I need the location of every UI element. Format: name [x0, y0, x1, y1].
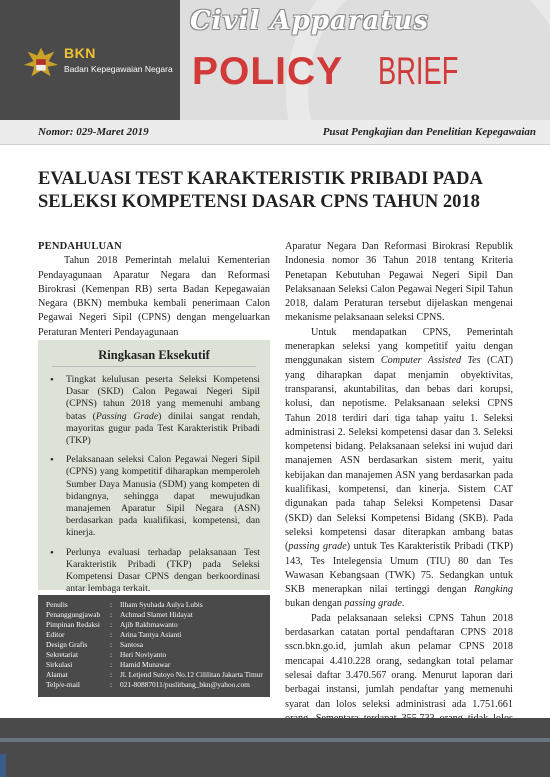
- credit-value: Jl. Letjend Sutoyo No.12 Cililitan Jakarta Timur: [120, 670, 263, 679]
- paragraph-2: [285, 326, 513, 612]
- credits-row: Sekretariat : Heri Noviyanto: [46, 650, 266, 660]
- intro-section: [38, 240, 270, 340]
- credits-table: [46, 600, 266, 690]
- p2-text: ) untuk Tes Karakteristik Pribadi (TKP) 143, Tes Intelegensia Umum (TIU) 80 dan Tes Wawasan Kebangsaan (TWK) 75. Sedangkan untuk SKB menerapkan nilai tertinggi dengan: [285, 541, 513, 596]
- credit-label: Pimpinan Redaksi: [46, 620, 100, 629]
- issue-strip: [0, 120, 550, 145]
- p2-text: .: [401, 598, 405, 610]
- credit-label: Sirkulasi: [46, 660, 73, 669]
- issue-number: Nomor: 029-Maret 2019: [38, 126, 149, 138]
- executive-summary-box: [38, 340, 270, 595]
- summary-item-1-c: ) dinilai sangat rendah, mayoritas gugur pada Test Karakteristik Pribadi (TKP): [66, 410, 260, 447]
- garuda-emblem-icon: [22, 44, 60, 82]
- main-text-column: [285, 240, 513, 740]
- credit-value: Achmad Slamet Hidayat: [120, 610, 193, 619]
- summary-divider: [52, 366, 256, 367]
- credit-value: Ilham Syuhada Aulya Lubis: [120, 600, 203, 609]
- brief-word: BRIEF: [378, 50, 459, 93]
- p2-italic: Rangking: [473, 584, 513, 596]
- paragraph-1: Aparatur Negara Dan Reformasi Birokrasi Republik Indonesia nomor 36 Tahun 2018 tentang Kriteria Penetapan Kebutuhan Pegawai Negeri Sipil Dan Pelaksanaan Seleksi Calon Pegawai Negeri Sipil Tahun 2018, dalam Peraturan tersebut dijelaskan mengenai mekanisme pelaksanaan seleksi CPNS.: [285, 241, 513, 324]
- page-title: EVALUASI TEST KARAKTERISTIK PRIBADI PADA SELEKSI KOMPETENSI DASAR CPNS TAHUN 2018: [38, 169, 482, 212]
- summary-item: • Perlunya evaluasi terhadap pelaksanaan Test Karakteristik Pribadi (TKP) pada Seleksi Kompetensi Dasar CPNS dengan berkoordinasi antar lembaga terkait.: [50, 547, 260, 596]
- credits-row: Design Grafis : Santosa: [46, 640, 266, 650]
- credit-label: Telp/e-mail: [46, 680, 80, 689]
- credit-value: Heri Noviyanto: [120, 650, 167, 659]
- credit-label: Alamat: [46, 670, 68, 679]
- credit-label: Penanggungjawab: [46, 610, 101, 619]
- credits-row: Penanggungjawab : Achmad Slamet Hidayat: [46, 610, 266, 620]
- credit-value: Hamid Munawar: [120, 660, 171, 669]
- summary-item: • Pelaksanaan seleksi Calon Pegawai Negeri Sipil (CPNS) yang kompetitif diharapkan memperoleh Sumber Daya Manusia (SDM) yang kompeten di bidangnya, sehingga dapat mewujudkan manajemen Aparatur Sipil Negara (ASN) berdasarkan pada kualifikasi, kompetensi, dan kinerja.: [50, 454, 260, 539]
- p2-text: (CAT) yang diharapkan dapat menjamin obyektivitas, transparansi, akuntabilitas, dan bebas dari korupsi, kolusi, dan nepotisme. Pelaksanaan seleksi CPNS Tahun 2018 terdiri dari tiga tahap yaitu 1. Seleksi administrasi 2. Seleksi kompetensi dasar dan 3. Seleksi kompetensi bidang. Pelaksanaan seleksi ini wujud dari manajemen ASN berdasarkan sistem merit, yaitu kebijakan dan manajemen ASN yang berdasarkan pada kualifikasi, kompetensi, dan kinerja. Sistem CAT digunakan pada tahap Seleksi Kompetensi Dasar (SKD) dan Seleksi Kompetensi Bidang (SKB). Pada seleksi kompetensi dasar diterapkan ambang batas (: [285, 355, 513, 553]
- p2-italic: passing grade: [344, 598, 402, 610]
- masthead: [180, 0, 550, 120]
- section-heading: PENDAHULUAN: [38, 241, 122, 252]
- intro-paragraph: Tahun 2018 Pemerintah melalui Kementerian Pendayagunaan Aparatur Negara dan Reformasi Birokrasi (Kemenpan RB) serta Badan Kepegawaian Negara (BKN) membuka kembali penerimaan Calon Pegawai Negeri Sipil (CPNS) dengan mengeluarkan Peraturan Menteri Pendayagunaan: [38, 255, 270, 338]
- p2-text: Untuk mendapatkan CPNS, Pemerintah menerapkan seleksi yang kompetitif yaitu dengan menggunakan sistem: [285, 326, 513, 367]
- credits-row: Telp/e-mail : 021-80887011/puslitbang_bkn@yahoo.com: [46, 680, 266, 690]
- credits-row: Sirkulasi : Hamid Munawar: [46, 660, 266, 670]
- credits-row: Penulis : Ilham Syuhada Aulya Lubis: [46, 600, 266, 610]
- credit-label: Design Grafis: [46, 640, 88, 649]
- credit-label: Editor: [46, 630, 65, 639]
- summary-title: Ringkasan Eksekutif: [98, 348, 210, 362]
- credits-box: [38, 595, 270, 697]
- logo-panel: [0, 0, 180, 120]
- credit-value: Santosa: [120, 640, 143, 649]
- org-long-name: Badan Kepegawaian Negara: [64, 64, 173, 74]
- credit-value: 021-80887011/puslitbang_bkn@yahoo.com: [120, 680, 250, 689]
- credits-row: Alamat : Jl. Letjend Sutoyo No.12 Cililitan Jakarta Timur: [46, 670, 266, 680]
- p2-text: bukan dengan: [285, 598, 345, 610]
- policy-word: POLICY: [192, 50, 344, 93]
- footer-accent: [0, 754, 6, 777]
- footer-stripe: [0, 738, 550, 742]
- paragraph-3: Pada pelaksanaan seleksi CPNS Tahun 2018 berdasarkan catatan portal pendaftaran CPNS 2018 sscn.bkn.go.id, jumlah akun pelamar CPNS 2018 mencapai 4.410.228 orang, sedangkan total pelamar selesai daftar 3.470.567 orang. Menurut laporan dari berbagai instansi, jumlah pendaftar yang memenuhi syarat dan lolos seleksi administrasi ada 1.751.661: [285, 612, 513, 710]
- credit-value: Ajib Rakhmawanto: [120, 620, 178, 629]
- p2-italic: Computer Assisted Tes: [380, 355, 481, 367]
- credits-row: Editor : Arina Tantya Asianti: [46, 630, 266, 640]
- summary-item-1-a: Tingkat kelulusan peserta Seleksi Kompetensi Dasar (SKD) Calon Pegawai Negeri Sipil (CPNS) tahun 2018 yang memenuhi ambang batas (: [66, 374, 260, 422]
- org-short-name: BKN: [64, 45, 96, 61]
- credits-row: Pimpinan Redaksi : Ajib Rakhmawanto: [46, 620, 266, 630]
- credit-label: Penulis: [46, 600, 68, 609]
- credit-label: Sekretariat: [46, 650, 79, 659]
- summary-item: [50, 374, 260, 447]
- institution-name: Pusat Pengkajian dan Penelitian Kepegawaian: [322, 126, 536, 138]
- p2-italic: passing grade: [288, 541, 347, 553]
- footer-band: [0, 718, 550, 777]
- series-title: Civil Apparatus: [190, 6, 429, 36]
- header: [0, 0, 550, 120]
- summary-list: [50, 374, 260, 602]
- credit-value: Arina Tantya Asianti: [120, 630, 182, 639]
- summary-item-1-b: Passing Grade: [95, 410, 159, 422]
